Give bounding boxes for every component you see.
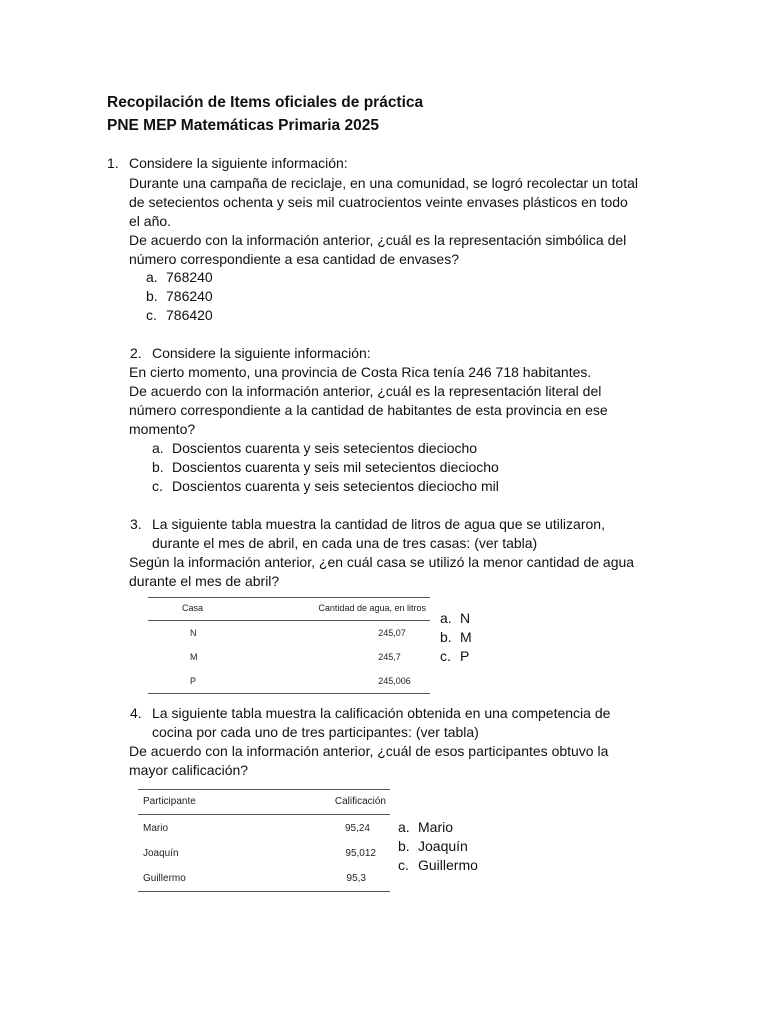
option-letter: c. [440,648,451,664]
question-3-line: durante el mes de abril, en cada una de tres casas: (ver tabla) [152,535,538,551]
option-text: 786420 [166,307,213,323]
question-1-line: Durante una campaña de reciclaje, en una comunidad, se logró recolectar un total [129,175,638,191]
option-letter: a. [152,440,164,456]
option-text: M [460,629,472,645]
question-1-line: número correspondiente a esa cantidad de envases? [129,251,459,267]
option-letter: a. [398,819,410,835]
question-3-line: Según la información anterior, ¿en cuál casa se utilizó la menor cantidad de agua [129,554,635,570]
option-letter: b. [152,459,164,475]
table-cell: N [190,628,197,638]
question-4-option-b[interactable] [398,837,468,856]
question-1-option-c[interactable] [146,306,213,325]
option-text: P [460,648,470,664]
question-1-line: el año. [129,213,172,229]
table-cell: Guillermo [138,866,267,892]
table-row [148,645,430,669]
table-cell: 245,07 [378,628,406,638]
table-cell: 245,7 [378,652,401,662]
question-3-line: La siguiente tabla muestra la cantidad de litros de agua que se utilizaron, [152,516,605,532]
question-4-line: De acuerdo con la información anterior, ¿cuál de esos participantes obtuvo la [129,743,609,759]
table-row [138,866,390,892]
question-1-line: De acuerdo con la información anterior, ¿cuál es la representación simbólica del [129,232,627,248]
option-text: Doscientos cuarenta y seis setecientos dieciocho [172,440,478,456]
question-2-line: De acuerdo con la información anterior, ¿cuál es la representación literal del [129,383,602,399]
question-3-line: durante el mes de abril? [129,573,280,589]
question-4-line: mayor calificación? [129,762,249,778]
option-text: Doscientos cuarenta y seis setecientos dieciocho mil [172,478,499,494]
option-letter: b. [440,629,452,645]
question-2-option-b[interactable] [152,458,499,477]
table-header: Calificación [267,790,390,815]
question-2-line: número correspondiente a la cantidad de habitantes de esta provincia en ese [129,402,608,418]
table-header: Casa [148,598,208,621]
question-1-number: 1. [107,155,119,171]
table-cell: Mario [143,823,169,834]
option-letter: b. [146,288,158,304]
option-text: 786240 [166,288,213,304]
cooking-scores-table [138,789,390,892]
document-title-line1: Recopilación de Items oficiales de práctica [107,94,424,111]
option-text: Joaquín [418,838,468,854]
option-letter: a. [440,610,452,626]
table-cell: 245,006 [208,669,430,694]
table-row [148,621,430,646]
question-4-number: 4. [130,705,142,721]
document-title-line2: PNE MEP Matemáticas Primaria 2025 [107,117,379,134]
question-4-option-c[interactable] [398,856,478,875]
water-usage-table [148,597,430,694]
question-2-line: En cierto momento, una provincia de Costa Rica tenía 246 718 habitantes. [129,364,592,380]
question-4-option-a[interactable] [398,818,453,837]
table-header: Participante [138,790,267,815]
table-cell: M [190,652,198,662]
question-3-option-a[interactable] [440,609,470,628]
question-3-option-c[interactable] [440,647,469,666]
question-2-line: Considere la siguiente información: [152,345,371,361]
option-text: Guillermo [418,857,478,873]
option-letter: c. [146,307,157,323]
question-1-line: de setecientos ochenta y seis mil cuatrocientos veinte envases plásticos en todo [129,194,628,210]
question-2-option-c[interactable] [152,477,499,496]
question-2-number: 2. [130,345,142,361]
table-header: Cantidad de agua, en litros [208,598,430,621]
table-row [148,669,430,694]
table-row [138,841,390,866]
question-4-line: La siguiente tabla muestra la calificación obtenida en una competencia de [152,705,611,721]
question-2-line: momento? [129,421,196,437]
option-text: N [460,610,471,626]
question-2-option-a[interactable] [152,439,477,458]
option-letter: c. [398,857,409,873]
table-cell: 95,24 [344,823,370,834]
question-1-option-b[interactable] [146,287,213,306]
option-letter: a. [146,269,158,285]
table-header-row [138,790,390,815]
option-text: Mario [418,819,454,835]
table-cell: 95,012 [345,848,376,859]
question-4-line: cocina por cada uno de tres participantes: (ver tabla) [152,724,479,740]
table-cell: 95,3 [267,866,390,892]
question-1-option-a[interactable] [146,268,213,287]
table-cell: Joaquín [143,848,179,859]
question-1-line: Considere la siguiente información: [129,155,348,171]
table-cell: P [148,669,208,694]
question-3-number: 3. [130,516,142,532]
option-text: 768240 [166,269,213,285]
option-letter: c. [152,478,163,494]
option-text: Doscientos cuarenta y seis mil setecientos dieciocho [172,459,499,475]
table-header-row [148,598,430,621]
option-letter: b. [398,838,410,854]
table-row [138,815,390,842]
question-3-option-b[interactable] [440,628,472,647]
